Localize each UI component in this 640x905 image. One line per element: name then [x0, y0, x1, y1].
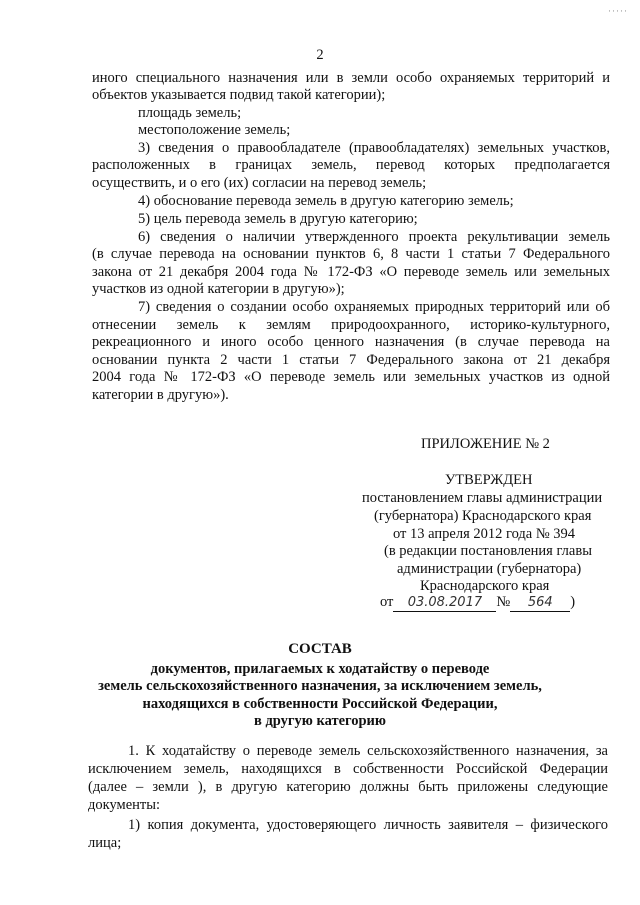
approval-line: Краснодарского края: [420, 578, 550, 594]
close-paren: ): [570, 594, 576, 610]
handwritten-date: 03.08.2017: [393, 594, 496, 612]
heading-subtitle: в другую категорию: [254, 713, 386, 729]
from-label: от: [380, 594, 394, 610]
list-item-3-cont: расположенных в границах земель, перевод которых предполагается: [92, 157, 610, 173]
appendix-title: ПРИЛОЖЕНИЕ № 2: [421, 436, 550, 452]
section1-line: документы:: [88, 797, 161, 813]
list-item-4: 4) обоснование перевода земель в другую категорию земель;: [138, 193, 514, 209]
section1-line: 1. К ходатайству о переводе земель сельскохозяйственного назначения, за: [128, 743, 608, 759]
approval-line: постановлением главы администрации: [362, 490, 603, 506]
amendment-date-line: [380, 594, 575, 612]
heading-subtitle: земель сельскохозяйственного назначения, за исключением земель,: [98, 678, 542, 694]
list-item-3-cont: осуществить, и о его (их) согласии на перевод земель;: [92, 175, 427, 191]
heading-subtitle: находящихся в собственности Российской Федерации,: [142, 696, 498, 712]
paragraph-line: местоположение земель;: [138, 122, 291, 138]
paragraph-line: площадь земель;: [138, 105, 242, 121]
number-sign: №: [496, 594, 511, 610]
list-item-6-cont: участков из одной категории в другую»);: [92, 281, 345, 297]
list-item-6: 6) сведения о наличии утвержденного проекта рекультивации земель: [138, 229, 610, 245]
heading-title: СОСТАВ: [288, 641, 352, 657]
approved-label: УТВЕРЖДЕН: [445, 472, 533, 488]
list-item-3: 3) сведения о правообладателе (правообладателях) земельных участков,: [138, 140, 610, 156]
list-item-6-cont: (в случае перевода на основании пунктов 6, 8 части 1 статьи 7 Федерального: [92, 246, 610, 262]
page-number: 2: [316, 47, 324, 63]
section1-line: (далее – земли ), в другую категорию должны быть приложены следующие: [88, 779, 608, 795]
corner-mark: ·····: [608, 6, 628, 16]
heading-subtitle: документов, прилагаемых к ходатайству о переводе: [150, 661, 490, 677]
paragraph-line: объектов указывается подвид такой категории);: [92, 87, 386, 103]
list-item-6-cont: закона от 21 декабря 2004 года № 172-ФЗ «О переводе земель или земельных: [92, 264, 610, 280]
approval-line: (в редакции постановления главы: [384, 543, 592, 559]
approval-line: (губернатора) Краснодарского края: [374, 508, 592, 524]
list-item-5: 5) цель перевода земель в другую категорию;: [138, 211, 418, 227]
section1-line: 1) копия документа, удостоверяющего личность заявителя – физического: [128, 817, 608, 833]
paragraph-line: иного специального назначения или в земли особо охраняемых территорий и: [92, 70, 610, 86]
list-item-7-cont: отнесении земель к землям природоохранного, историко-культурного,: [92, 317, 610, 333]
list-item-7-cont: категории в другую»).: [92, 387, 229, 403]
handwritten-number: 564: [510, 594, 570, 612]
list-item-7-cont: рекреационного и иного особо ценного назначения (в случае перевода на: [92, 334, 610, 350]
list-item-7-cont: основании пункта 2 части 1 статьи 7 Федерального закона от 21 декабря: [92, 352, 610, 368]
list-item-7: 7) сведения о создании особо охраняемых природных территорий или об: [138, 299, 610, 315]
approval-line: администрации (губернатора): [397, 561, 582, 577]
list-item-7-cont: 2004 года № 172-ФЗ «О переводе земель или земельных участков из одной: [92, 369, 610, 385]
section1-line: лица;: [88, 835, 122, 851]
approval-line: от 13 апреля 2012 года № 394: [393, 526, 576, 542]
section1-line: исключением земель, находящихся в собственности Российской Федерации: [88, 761, 608, 777]
